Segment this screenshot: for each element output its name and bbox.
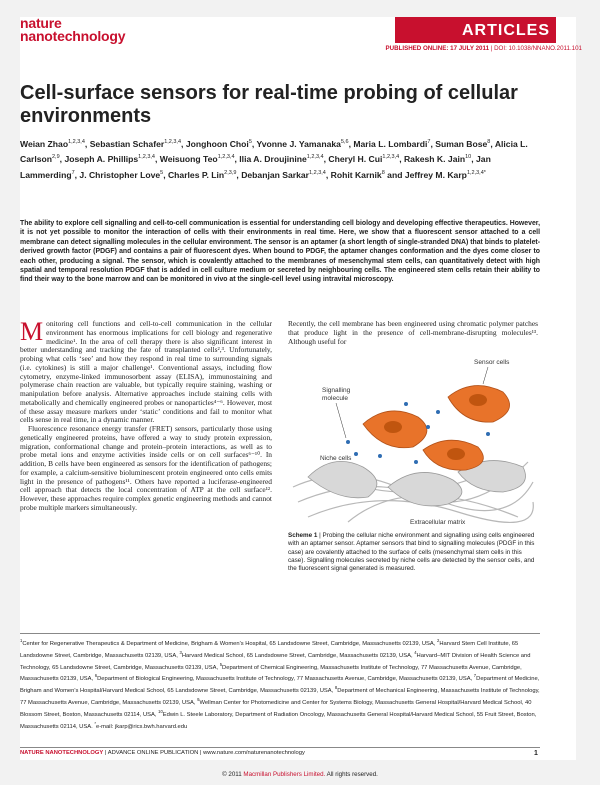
paragraph-1	[20, 317, 272, 425]
author-affiliation: 2,9	[52, 154, 60, 161]
author-name: Joseph A. Phillips	[64, 154, 139, 165]
affiliation-text: Harvard–MIT Division of Health Science and Technology, 65 Landsdowne Street, Cambridge, Massachusetts 02139, USA,	[20, 652, 531, 671]
author-name: Suman Bose	[435, 138, 488, 149]
author-affiliation: 10	[465, 154, 472, 161]
journal-logo	[20, 17, 125, 43]
author-affiliation: 1,2,3,4	[306, 154, 324, 161]
footnote-divider	[20, 633, 540, 634]
affiliation-text: Department of Mechanical Engineering, Massachusetts Institute of Technology, 77 Massachusetts Avenue, Cambridge, Massachusetts 02139, USA,	[20, 688, 540, 707]
figure-caption	[288, 532, 538, 573]
affiliation-text: e-mail: jkarp@rics.bwh.harvard.edu	[95, 723, 188, 730]
paragraph-3: Recently, the cell membrane has been engineered using chromatic polymer patches that produce light in the presence of cell-membrane-disrupting molecules¹³. Although useful for	[288, 319, 538, 346]
author-affiliation: 5	[160, 169, 164, 176]
author-name: Cheryl H. Cui	[328, 154, 383, 165]
copyright-suffix: All rights reserved.	[325, 771, 378, 778]
author-affiliation: 1,2,3,4*	[466, 169, 486, 176]
author-affiliation: 1,2,3,4	[309, 169, 326, 176]
author-affiliation: 2,3,9	[224, 169, 237, 176]
affiliation-number: 5	[219, 661, 223, 667]
published-date: PUBLISHED ONLINE: 17 JULY 2011	[385, 45, 490, 52]
author-name: J. Christopher Love	[79, 169, 161, 180]
affiliation-text: Department of Biological Engineering, Massachusetts Institute of Technology, 77 Massachusetts Avenue, Cambridge, Massachusetts 02139, USA,	[97, 676, 474, 683]
paragraph-2: Fluorescence resonance energy transfer (FRET) sensors, particularly those using genetically engineered proteins, have offered a way to study protein expression, migration, conformational change and protein–protein interactions, as well as to probe metal ions and enzyme activities inside cells or on cell surfaces⁶⁻¹⁰. In addition, B cells have been engineered as sensors for the identification of pathogens; for example, a calcium-sensitive bioluminescent protein engineered onto cells emits light in the presence of pathogens¹¹. Others have reported a luciferase-engineered cell approach that detects the local concentration of ATP at the cell surface¹². However, these approaches require complex genetic engineering methods and cannot probe multiple markers simultaneously.	[20, 424, 272, 512]
author-name: Jan Lammerding	[20, 154, 491, 180]
author-name: Weisuong Teo	[159, 154, 218, 165]
label-sensor-cells: Sensor cells	[474, 359, 510, 366]
footer-divider	[20, 747, 540, 748]
affiliation-text: Department of Medicine, Brigham and Women's Hospital/Harvard Medical School, 65 Landsdowne Street, Cambridge, Massachusetts 02139, USA,	[20, 676, 540, 695]
affiliation-number: 7	[473, 673, 477, 679]
drop-cap: M	[20, 317, 44, 346]
affiliation-number: 2	[436, 638, 440, 643]
page-number: 1	[534, 750, 538, 757]
author-affiliation: 8	[381, 169, 385, 176]
body-column-right	[288, 320, 538, 346]
author-name: Yvonne J. Yamanaka	[256, 138, 341, 149]
author-affiliation: 1,2,3,4	[164, 139, 182, 145]
footer-journal: NATURE NANOTECHNOLOGY	[20, 750, 104, 756]
author-name: Rakesh K. Jain	[403, 154, 466, 165]
paragraph-1-text: onitoring cell functions and cell-to-cell communication in the cellular environment has enormous implications for cell biology and regenerative medicine¹. In the area of cell therapy there is also significant interest in better understanding and tracking the fate of transplanted cells²,³. Unfortunately, probing what cells ‘see’ and how they respond in real time to surrounding signals (i.e. cytokines) is still a major challenge¹. Conventional assays, including flow cytometry, enzyme-linked immunosorbent assay (ELISA), immunostaining and polymerase chain reaction are valuable, but typically require staining, washing or manipulation before analysis. Alternative approaches include staining cells with metabolically and chemically engineered probes or nanoparticles⁴⁻⁶. However, most of these assay measure markers under ‘static’ conditions and fail to monitor what cells sense in real time, in a dynamic manner.	[20, 319, 272, 425]
label-extracellular-matrix: Extracellular matrix	[410, 519, 466, 526]
author-name: Maria L. Lombardi	[353, 138, 428, 149]
abstract: The ability to explore cell signalling and cell-to-cell communication is essential for understanding cell biology and developing effective therapeutics. However, it is not yet possible to monitor the interaction of cells with their environments in real time. Here, we show that a fluorescent sensor attached to a cell membrane can detect signalling molecules in the cellular environment. The sensor is an aptamer (a short length of single-stranded DNA) that binds to platelet-derived growth factor (PDGF) and contains a pair of fluorescent dyes. When bound to PDGF, the aptamer changes conformation and the dyes come closer to each other, producing a signal. The sensor, which is covalently attached to the membranes of mesenchymal stem cells, can quantitatively detect with high spatial and temporal resolution PDGF that is added in cell culture medium or secreted by neighbouring cells. The engineered stem cells retain their ability to find their way to the bone marrow and can be monitored in vivo at the single-cell level using intravital microscopy.	[20, 220, 540, 284]
author-name: Weian Zhao	[20, 138, 69, 149]
author-affiliation: 5	[248, 139, 252, 145]
affiliation-number: 10	[158, 708, 163, 714]
author-name: Jonghoon Choi	[185, 138, 249, 149]
publication-info: PUBLISHED ONLINE: 17 JULY 2011 | DOI: 10.1038/NNANO.2011.101	[385, 45, 582, 52]
affiliation-text: Edwin L. Steele Laboratory, Department of Radiation Oncology, Massachusetts General Hospital/Harvard Medical School, 55 Fruit Street, Boston, Massachusetts 02114, USA.	[20, 711, 537, 730]
footer-journal-line	[20, 750, 305, 756]
author-affiliation: 1,2,3,4	[382, 154, 400, 161]
niche-cell	[308, 461, 377, 497]
author-affiliation: 7	[427, 139, 431, 145]
label-niche-cells: Niche cells	[320, 455, 352, 462]
affiliation-text: Department of Chemical Engineering, Massachusetts Institute of Technology, 77 Massachusetts Avenue, Cambridge, Massachusetts 02139, USA,	[20, 664, 522, 683]
journal-logo-line1: nature	[20, 15, 62, 31]
caption-label: Scheme 1	[288, 532, 318, 539]
author-affiliation: 8	[487, 139, 491, 145]
affiliation-number: 6	[94, 673, 98, 679]
affiliations	[20, 637, 540, 732]
author-affiliation: 7	[71, 169, 75, 176]
article-title: Cell-surface sensors for real-time probing of cellular environments	[20, 82, 518, 127]
affiliation-text: Wellman Center for Photomedicine and Center for Systems Biology, Massachusetts General Hospital/Harvard Medical School, 40 Blossom Street, Boston, Massachusetts 02114, USA,	[20, 700, 532, 718]
affiliation-number: *	[94, 720, 96, 726]
affiliation-number: 9	[197, 697, 200, 703]
author-name: Alicia L. Carlson	[20, 138, 528, 165]
niche-cells	[308, 461, 526, 506]
scheme-1-figure	[288, 352, 538, 527]
author-affiliation: 5,6	[340, 139, 349, 145]
author-name: Charles P. Lin	[167, 169, 225, 180]
label-signalling: Signalling	[322, 387, 351, 394]
author-name: Debanjan Sarkar	[241, 169, 310, 180]
author-name: Sebastian Schafer	[89, 138, 165, 149]
footer-rest: | ADVANCE ONLINE PUBLICATION | www.nature.com/naturenanotechnology	[103, 750, 305, 756]
label-molecule: molecule	[322, 395, 349, 402]
journal-logo-line2: nanotechnology	[20, 28, 126, 44]
author-name: Jeffrey M. Karp	[404, 169, 467, 180]
affiliation-text: Harvard Stem Cell Institute, 65 Landsdowne Street, Cambridge, Massachusetts 02139, USA,	[20, 640, 519, 659]
copyright-notice	[0, 771, 600, 778]
author-name: Rohit Karnik	[330, 169, 382, 180]
body-column-left	[20, 317, 272, 513]
affiliation-text: Center for Regenerative Therapeutics & Department of Medicine, Brigham & Women's Hospital, 65 Landsdowne Street, Cambridge, Massachusetts 02139, USA,	[22, 640, 437, 647]
caption-text: | Probing the cellular niche environment and signalling using cells engineered with an aptamer sensor. Aptamer sensors that bind to signalling molecules (PDGF in this case) are covalently attached to the surface of cells (mesenchymal stem cells in this case). Signalling molecules secreted by niche cells are detected by the sensor cells, and the fluorescent signal generated is measured.	[288, 532, 535, 573]
author-name: Ilia A. Droujinine	[239, 154, 307, 165]
copyright-prefix: © 2011	[222, 771, 244, 778]
affiliation-text: Harvard Medical School, 65 Landsdowne Street, Cambridge, Massachusetts 02139, USA,	[181, 652, 415, 659]
doi: DOI: 10.1038/NNANO.2011.101	[494, 45, 582, 52]
affiliation-number: 4	[414, 649, 417, 655]
copyright-publisher: Macmillan Publishers Limited.	[243, 771, 326, 778]
author-affiliation: 1,2,3,4	[68, 139, 85, 145]
author-affiliation: 1,2,3,4	[217, 154, 235, 161]
affiliation-number: 8	[334, 685, 338, 691]
author-affiliation: 1,2,3,4	[138, 154, 155, 161]
affiliation-number: 1	[20, 638, 23, 643]
author-list: Weian Zhao$^{1,2,3,4}$, Sebastian Schafer$^{1,2,3,4}$, Jonghoon Choi$^5$, Yvonne J. Yamanaka$^{5,6}$, Maria L. Lombardi$^7$, Suman Bose$^8$, Alicia L. Carlson$^{2,9}$, Joseph A. Phillips$^{1,2,3,4}$, Weisuong Teo$^{1,2,3,4}$, Ilia A. Droujinine$^{1,2,3,4}$, Cheryl H. Cui$^{1,2,3,4}$, Rakesh K. Jain$^{10}$, Jan Lammerding$^7$, J. Christopher Love$^5$, Charles P. Lin$^{2,3,9}$, Debanjan Sarkar$^{1,2,3,4}$, Rohit Karnik$^8$ and Jeffrey M. Karp$^{1,2,3,4*}$	[20, 138, 528, 180]
affiliation-number: 3	[179, 649, 182, 655]
section-banner: ARTICLES	[395, 17, 556, 43]
